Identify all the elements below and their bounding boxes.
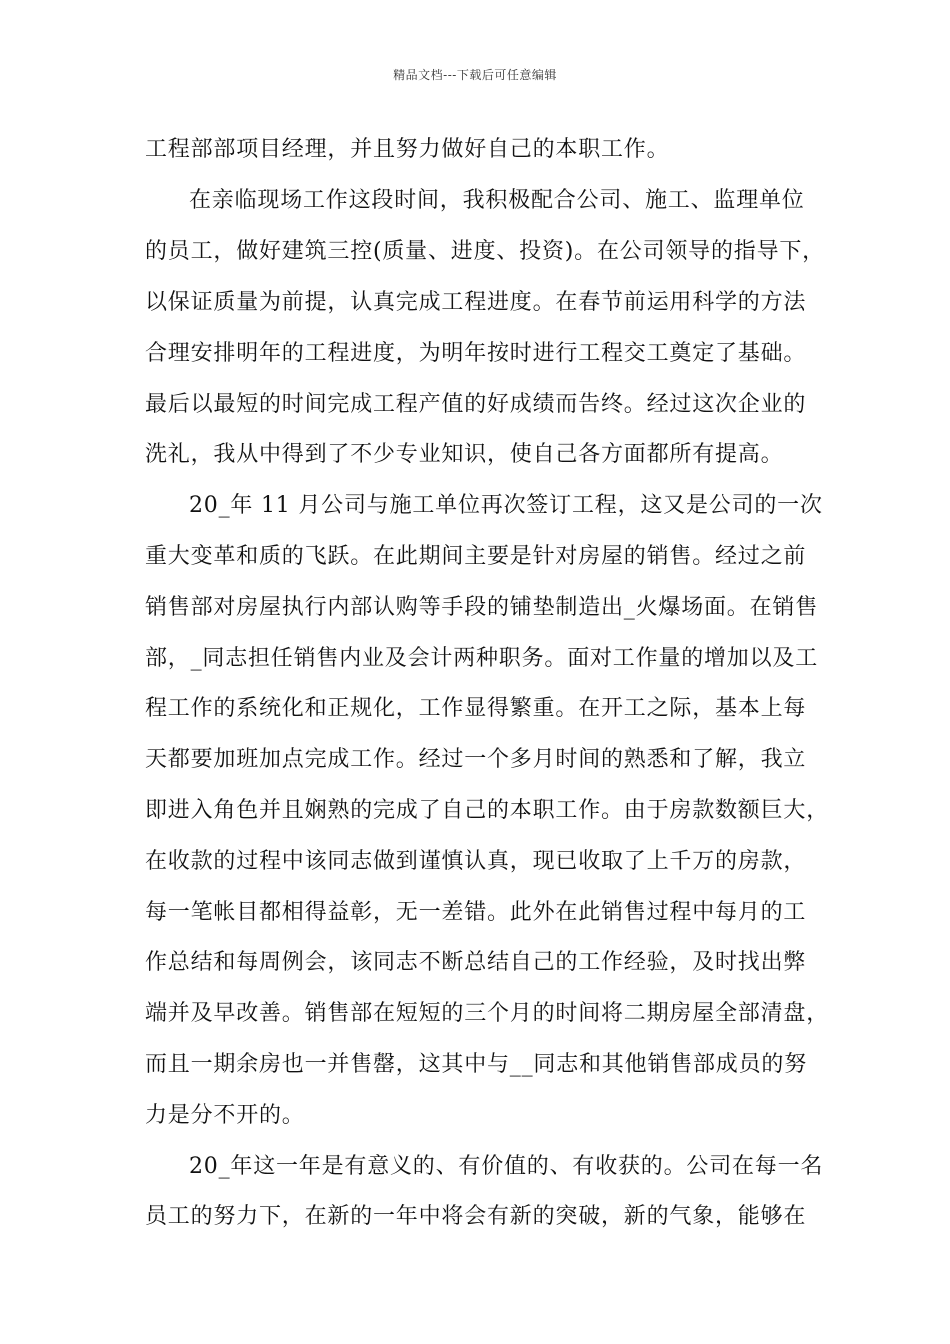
body-text-line: 天都要加班加点完成工作。经过一个多月时间的熟悉和了解，我立 [145, 747, 807, 772]
page-header: 精品文档---下载后可任意编辑 [393, 68, 557, 82]
body-text-line: 部，_同志担任销售内业及会计两种职务。面对工作量的增加以及工 [145, 646, 819, 671]
body-text-line: 20_年 11 月公司与施工单位再次签订工程，这又是公司的一次 [189, 493, 823, 518]
body-text-line: 最后以最短的时间完成工程产值的好成绩而告终。经过这次企业的 [145, 392, 807, 417]
body-text-line: 而且一期余房也一并售罄，这其中与__同志和其他销售部成员的努 [145, 1052, 808, 1077]
body-text-line: 即进入角色并且娴熟的完成了自己的本职工作。由于房款数额巨大， [145, 798, 830, 823]
body-text-line: 销售部对房屋执行内部认购等手段的铺垫制造出_火爆场面。在销售 [145, 595, 819, 620]
body-text-line: 洗礼，我从中得到了不少专业知识，使自己各方面都所有提高。 [145, 442, 784, 467]
body-text-line: 20_年这一年是有意义的、有价值的、有收获的。公司在每一名 [189, 1154, 824, 1179]
body-text-line: 每一笔帐目都相得益彰，无一差错。此外在此销售过程中每月的工 [145, 900, 807, 925]
body-text-line: 员工的努力下，在新的一年中将会有新的突破，新的气象，能够在 [145, 1204, 807, 1229]
body-text-line: 力是分不开的。 [145, 1103, 305, 1128]
body-text-line: 程工作的系统化和正规化，工作显得繁重。在开工之际，基本上每 [145, 696, 807, 721]
body-text-line: 在收款的过程中该同志做到谨慎认真，现已收取了上千万的房款， [145, 849, 807, 874]
body-text-line: 作总结和每周例会，该同志不断总结自己的工作经验，及时找出弊 [145, 950, 807, 975]
body-text-line: 在亲临现场工作这段时间，我积极配合公司、施工、监理单位 [189, 188, 805, 213]
body-text-line: 重大变革和质的飞跃。在此期间主要是针对房屋的销售。经过之前 [145, 544, 807, 569]
body-text-line: 合理安排明年的工程进度，为明年按时进行工程交工奠定了基础。 [145, 341, 807, 366]
body-text-line: 端并及早改善。销售部在短短的三个月的时间将二期房屋全部清盘， [145, 1001, 830, 1026]
body-text-line: 工程部部项目经理，并且努力做好自己的本职工作。 [145, 137, 670, 162]
body-text-line: 的员工，做好建筑三控(质量、进度、投资)。在公司领导的指导下， [145, 239, 825, 264]
body-text-line: 以保证质量为前提，认真完成工程进度。在春节前运用科学的方法 [145, 290, 807, 315]
